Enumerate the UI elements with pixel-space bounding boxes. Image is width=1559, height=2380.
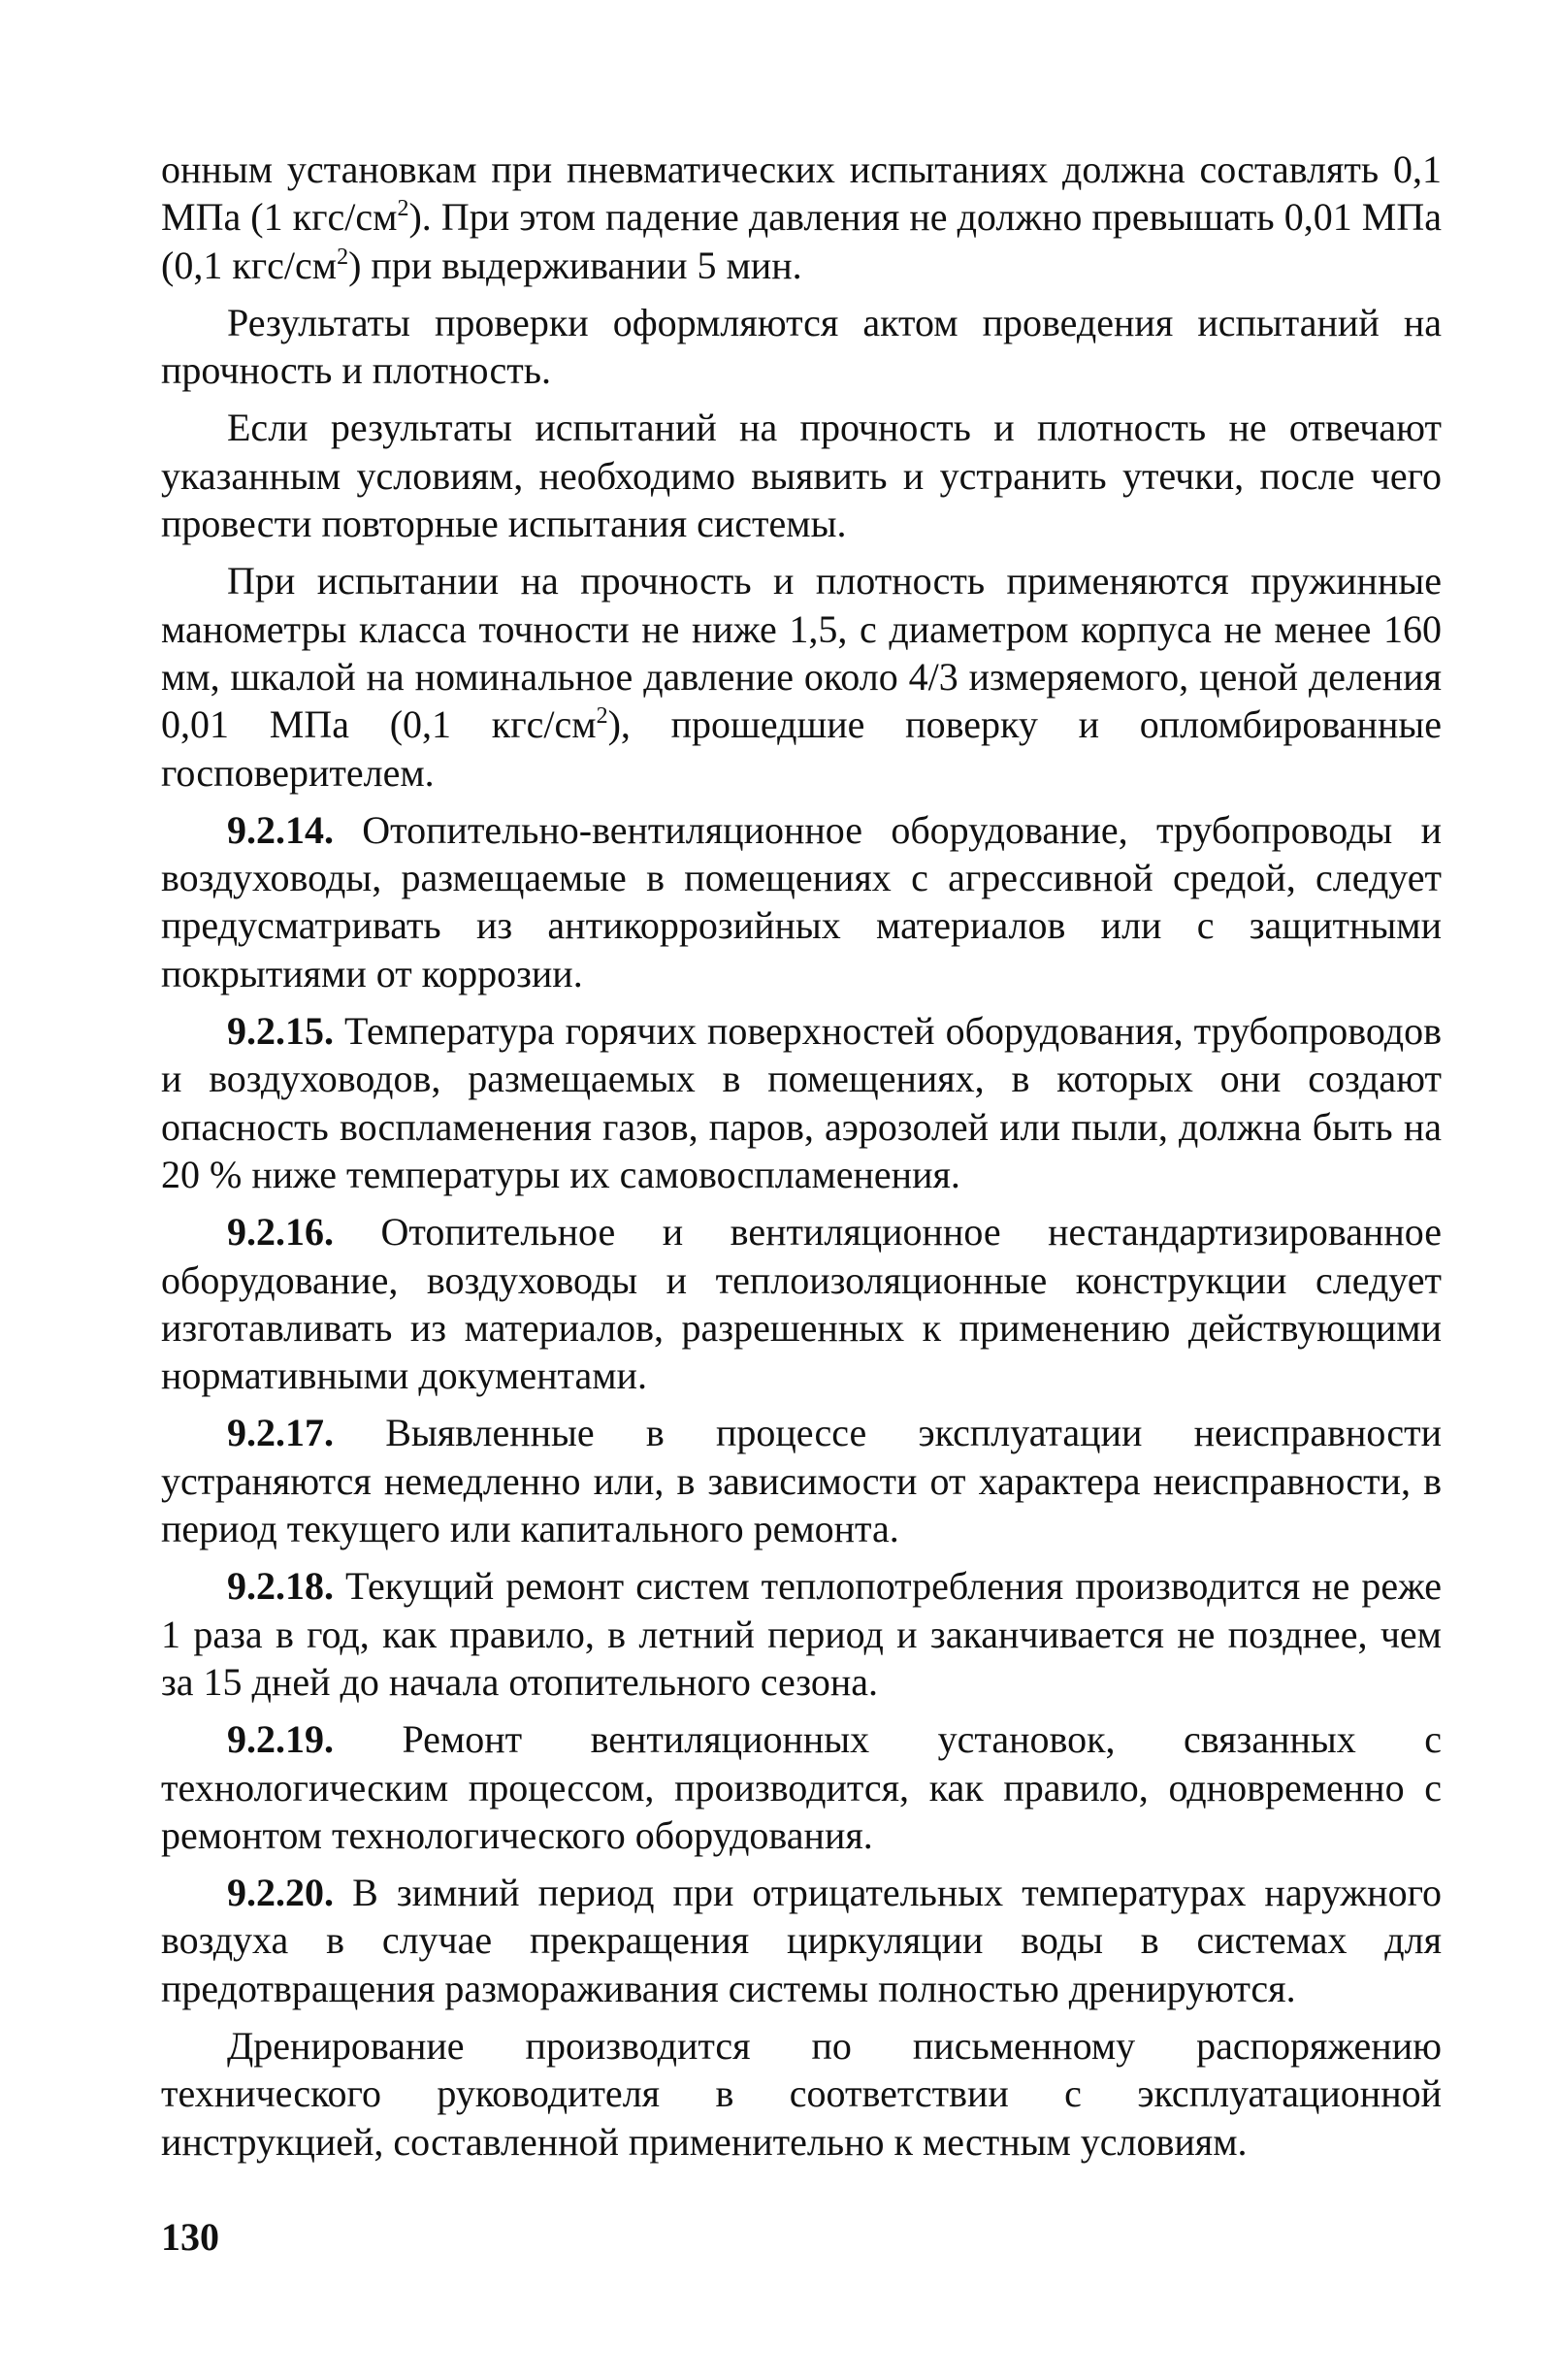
section-9-2-19 — [161, 1715, 1442, 1859]
paragraph-text: В зимний период при отрицательных температурах наружного воздуха в случае прекращения циркуляции воды в системах для предотвращения размораживания системы полностью дренируются. — [161, 1871, 1442, 2010]
section-number: 9.2.15. — [227, 1009, 334, 1054]
paragraph-text: Отопительно-вентиляционное оборудование, трубопроводы и воздуховоды, размещаемые в помещениях с агрессивной средой, следует предусматривать из антикоррозийных материалов или с защитными покрытиями от коррозии. — [161, 807, 1442, 995]
section-9-2-14 — [161, 806, 1442, 997]
paragraph-text: онным установкам при пневматических испытаниях должна составлять 0,1 МПа (1 кгс/см — [161, 147, 1442, 240]
paragraph — [161, 404, 1442, 547]
paragraph — [161, 146, 1442, 289]
paragraph-text: Результаты проверки оформляются актом проведения испытаний на прочность и плотность. — [161, 300, 1442, 393]
paragraph-text: ) при выдерживании 5 мин. — [348, 243, 802, 287]
paragraph-text: ), прошедшие поверку и опломбированные госповерителем. — [161, 702, 1442, 795]
section-9-2-20 — [161, 1869, 1442, 2012]
paragraph-text: Ремонт вентиляционных установок, связанных с технологическим процессом, производится, как правило, одновременно с ремонтом технологического оборудования. — [161, 1717, 1442, 1857]
section-9-2-18 — [161, 1562, 1442, 1706]
section-number: 9.2.19. — [227, 1717, 334, 1762]
paragraph — [161, 2022, 1442, 2166]
section-number: 9.2.14. — [227, 807, 334, 852]
section-number: 9.2.20. — [227, 1871, 334, 1915]
superscript: 2 — [337, 244, 349, 270]
paragraph-text: Дренирование производится по письменному распоряжению технического руководителя в соответствии с эксплуатационной инструкцией, составленной применительно к местным условиям. — [161, 2023, 1442, 2164]
section-9-2-15 — [161, 1007, 1442, 1198]
section-9-2-17 — [161, 1409, 1442, 1552]
paragraph-text: Выявленные в процессе эксплуатации неисправности устраняются немедленно или, в зависимости от характера неисправности, в период текущего или капитального ремонта. — [161, 1411, 1442, 1551]
section-number: 9.2.16. — [227, 1210, 334, 1255]
paragraph-text: ). При этом падение давления не должно превышать 0,01 МПа (0,1 кгс/см — [161, 195, 1442, 287]
paragraph — [161, 557, 1442, 796]
paragraph-text: Текущий ремонт систем теплопотребления производится не реже 1 раза в год, как правило, в летний период и заканчивается не позднее, чем за 15 дней до начала отопительного сезона. — [161, 1564, 1442, 1704]
paragraph-text: При испытании на прочность и плотность применяются пружинные манометры класса точности не ниже 1,5, с диаметром корпуса не менее 160 мм, шкалой на номинальное давление около 4/3 измеряемого, ценой деления 0,01 МПа (0,1 кгс/см — [161, 559, 1442, 747]
section-9-2-16 — [161, 1208, 1442, 1399]
section-number: 9.2.17. — [227, 1411, 334, 1455]
page-number: 130 — [161, 2215, 219, 2259]
superscript: 2 — [397, 196, 409, 222]
paragraph-text: Температура горячих поверхностей оборудования, трубопроводов и воздуховодов, размещаемых в помещениях, в которых они создают опасность воспламенения газов, паров, аэрозолей или пыли, должна быть на 20 % ниже температуры их самовоспламенения. — [161, 1009, 1442, 1196]
paragraph-text: Если результаты испытаний на прочность и плотность не отвечают указанным условиям, необходимо выявить и устранить утечки, после чего провести повторные испытания системы. — [161, 406, 1442, 546]
superscript: 2 — [596, 703, 608, 730]
document-body — [161, 146, 1442, 2166]
paragraph-text: Отопительное и вентиляционное нестандартизированное оборудование, воздуховоды и теплоизоляционные конструкции следует изготавливать из материалов, разрешенных к применению действующими нормативными документами. — [161, 1210, 1442, 1398]
section-number: 9.2.18. — [227, 1564, 334, 1609]
paragraph — [161, 299, 1442, 395]
